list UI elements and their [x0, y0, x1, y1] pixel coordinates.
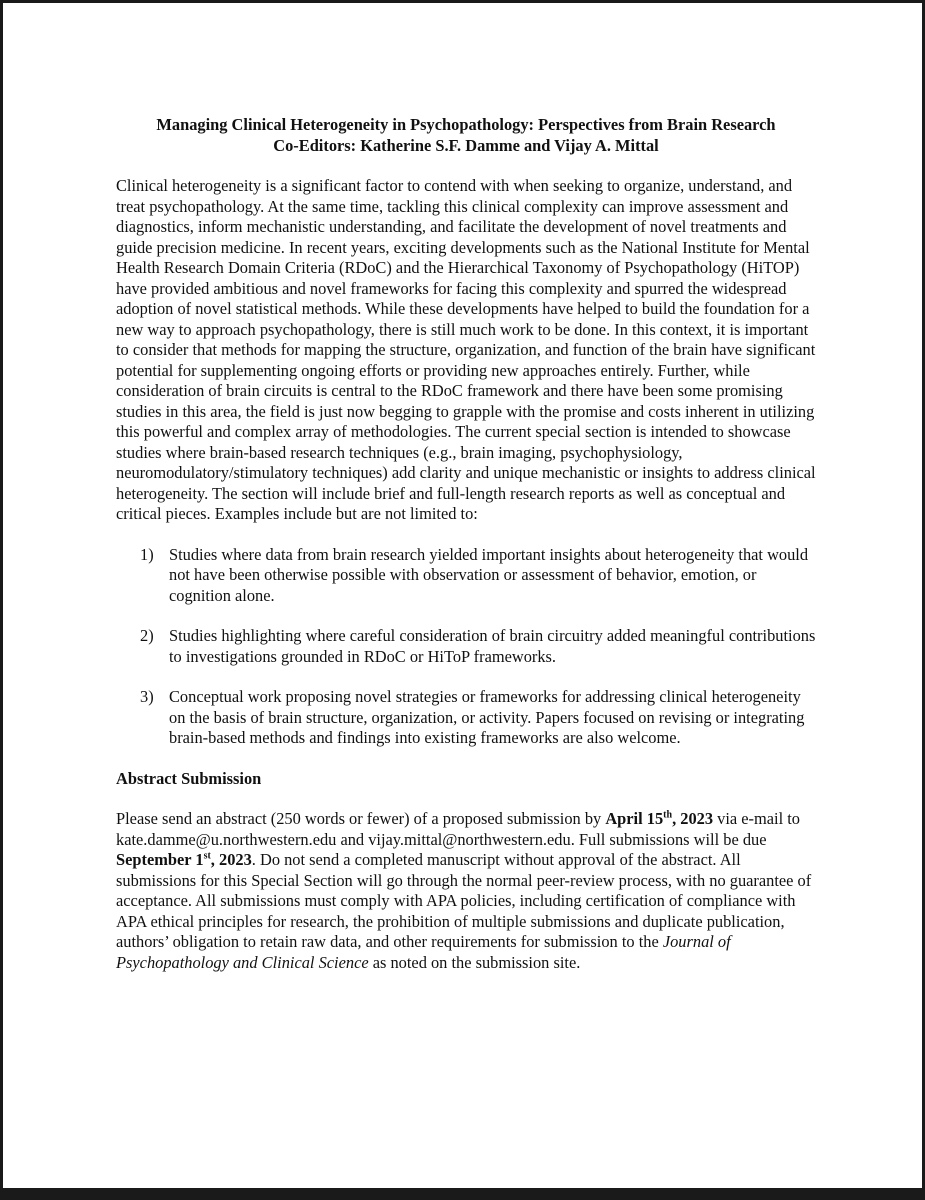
full-deadline-suffix: st [203, 850, 211, 862]
list-item-number: 3) [140, 687, 154, 706]
abstract-submission-heading: Abstract Submission [116, 768, 262, 788]
coeditors-text: Co-Editors: Katherine S.F. Damme and Vijay A. Mittal [273, 135, 659, 155]
abstract-deadline-day: April 15 [605, 809, 664, 828]
abstract-deadline-year: , 2023 [672, 809, 714, 828]
submission-text-1: Please send an abstract (250 words or fewer) of a proposed submission by [116, 809, 606, 828]
list-item-text: Conceptual work proposing novel strategies or frameworks for addressing clinical heterogeneity on the basis of brain structure, organization, or activity. Papers focused on revising or integrating brain-based methods and findings into existing frameworks are also welcome. [169, 687, 805, 747]
submission-text-4: as noted on the submission site. [368, 952, 581, 972]
document-title [116, 115, 816, 156]
full-deadline-year: , 2023 [210, 850, 252, 869]
submission-paragraph [116, 809, 816, 973]
submission-text-2: via e-mail to kate.damme@u.northwestern.edu and vijay.mittal@northwestern.edu. Full submissions will be due [116, 809, 800, 849]
document-body [116, 115, 816, 973]
title-text: Managing Clinical Heterogeneity in Psychopathology: Perspectives from Brain Research [156, 115, 776, 134]
submission-text-3: . Do not send a completed manuscript without approval of the abstract. All submissions for this Special Section will go through the normal peer-review process, with no guarantee of acceptance. All submissions must comply with APA policies, including certification of compliance with APA ethical principles for research, the prohibition of multiple submissions and duplicate publication, authors’ obligation to retain raw data, and other requirements for submission to the [116, 850, 812, 951]
list-item-number: 1) [140, 544, 154, 564]
list-item [116, 626, 816, 667]
list-item-text: Studies highlighting where careful consideration of brain circuitry added meaningful contributions to investigations grounded in RDoC or HiToP frameworks. [169, 626, 816, 666]
document-page [3, 3, 922, 1188]
full-deadline-day: September 1 [116, 850, 204, 869]
list-item [116, 687, 816, 749]
full-submission-deadline [116, 850, 252, 869]
list-item [116, 545, 816, 607]
intro-paragraph: Clinical heterogeneity is a significant factor to contend with when seeking to organize, understand, and treat psychopathology. At the same time, tackling this clinical complexity can improve assessment and diagnostics, inform mechanistic understanding, and facilitate the development of novel treatments and guide precision medicine. In recent years, exciting developments such as the National Institute for Mental Health Research Domain Criteria (RDoC) and the Hierarchical Taxonomy of Psychopathology (HiTOP) have provided ambitious and novel frameworks for facing this complexity and spurred the widespread adoption of novel statistical methods. While these developments have helped to build the foundation for a new way to approach psychopathology, there is still much work to be done. In this context, it is important to consider that methods for mapping the structure, organization, and function of the brain have significant potential for supplementing ongoing efforts or providing new approaches entirely. Further, while consideration of brain circuits is central to the RDoC framework and there have been some promising studies in this area, the field is just now begging to grapple with the promise and costs inherent in utilizing this powerful and complex array of methodologies. The current special section is intended to showcase studies where brain-based research techniques (e.g., brain imaging, psychophysiology, neuromodulatory/stimulatory techniques) add clarity and unique mechanistic or insights to address clinical heterogeneity. The section will include brief and full-length research reports as well as conceptual and critical pieces. Examples include but are not limited to: [116, 176, 816, 523]
examples-list [116, 545, 816, 749]
list-item-number: 2) [140, 626, 154, 645]
journal-name: Journal of Psychopathology and Clinical Science [116, 932, 731, 972]
abstract-deadline-suffix: th [663, 809, 673, 821]
abstract-deadline [605, 809, 713, 828]
list-item-text: Studies where data from brain research yielded important insights about heterogeneity that would not have been otherwise possible with observation or assessment of behavior, emotion, or cognition alone. [169, 544, 809, 605]
